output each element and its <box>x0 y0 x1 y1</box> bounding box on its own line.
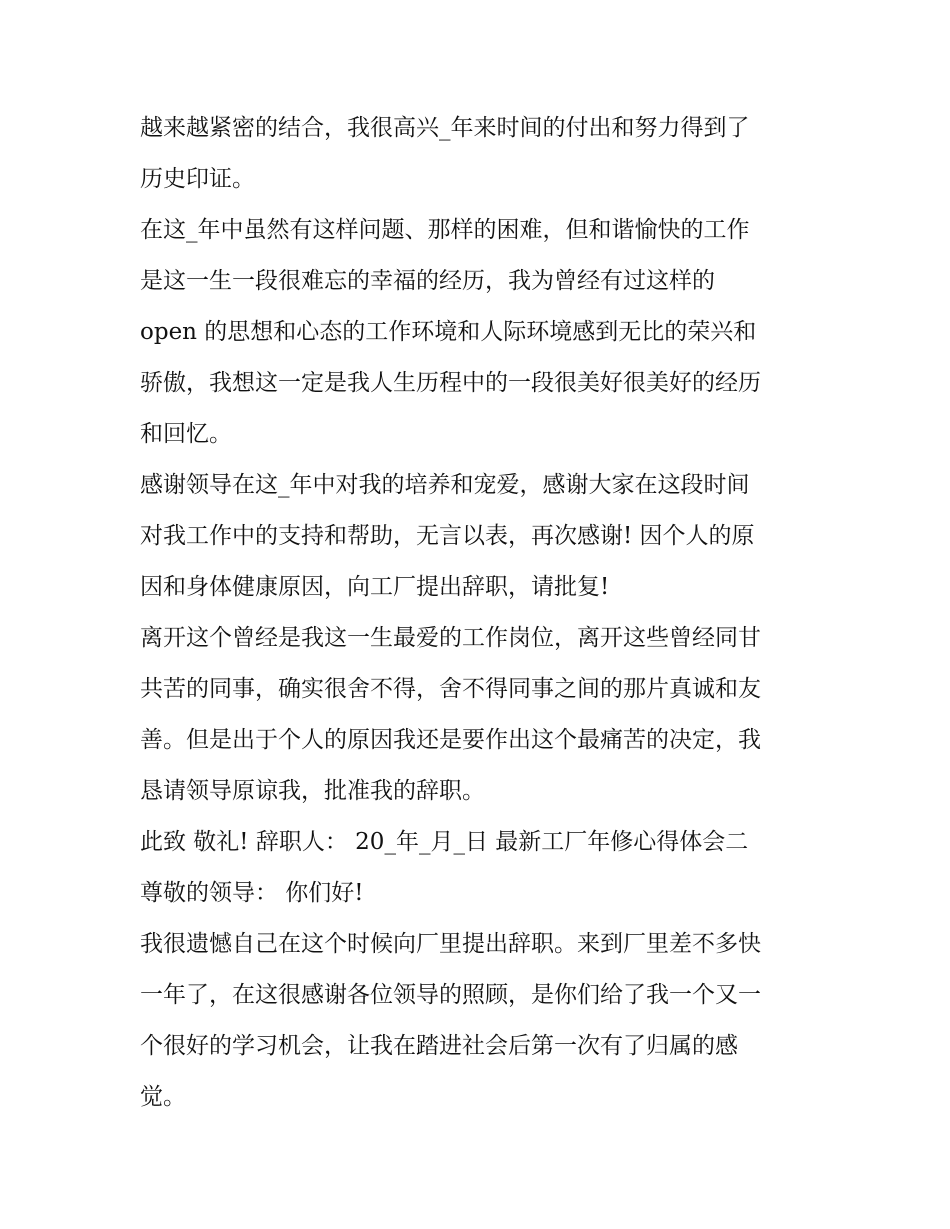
text-line: open 的思想和心态的工作环境和人际环境感到无比的荣兴和 <box>140 319 757 345</box>
text-line: 恳请领导原谅我，批准我的辞职。 <box>140 778 485 804</box>
text-line: 此致 敬礼! 辞职人： 20_年_月_日 最新工厂年修心得体会二 <box>140 829 749 855</box>
text-line: 一年了，在这很感谢各位领导的照顾，是你们给了我一个又一 <box>140 982 761 1008</box>
text-line: 越来越紧密的结合，我很高兴_年来时间的付出和努力得到了 <box>140 115 750 141</box>
text-line: 历史印证。 <box>140 166 255 192</box>
text-line: 觉。 <box>140 1084 186 1110</box>
text-line: 是这一生一段很难忘的幸福的经历，我为曾经有过这样的 <box>140 268 715 294</box>
text-line: 骄傲，我想这一定是我人生历程中的一段很美好很美好的经历 <box>140 370 761 396</box>
text-line: 个很好的学习机会，让我在踏进社会后第一次有了归属的感 <box>140 1033 738 1059</box>
text-line: 在这_年中虽然有这样问题、那样的困难，但和谐愉快的工作 <box>140 217 750 243</box>
text-line: 和回忆。 <box>140 421 232 447</box>
document-body <box>140 103 830 1123</box>
text-line: 尊敬的领导： 你们好! <box>140 880 364 906</box>
text-line: 感谢领导在这_年中对我的培养和宠爱，感谢大家在这段时间 <box>140 472 750 498</box>
text-line: 我很遗憾自己在这个时候向厂里提出辞职。来到厂里差不多快 <box>140 931 761 957</box>
text-line: 善。但是出于个人的原因我还是要作出这个最痛苦的决定，我 <box>140 727 761 753</box>
text-line: 共苦的同事，确实很舍不得，舍不得同事之间的那片真诚和友 <box>140 676 761 702</box>
text-line: 离开这个曾经是我这一生最爱的工作岗位，离开这些曾经同甘 <box>140 625 761 651</box>
text-line: 对我工作中的支持和帮助，无言以表，再次感谢! 因个人的原 <box>140 523 755 549</box>
text-line: 因和身体健康原因，向工厂提出辞职，请批复! <box>140 574 610 600</box>
